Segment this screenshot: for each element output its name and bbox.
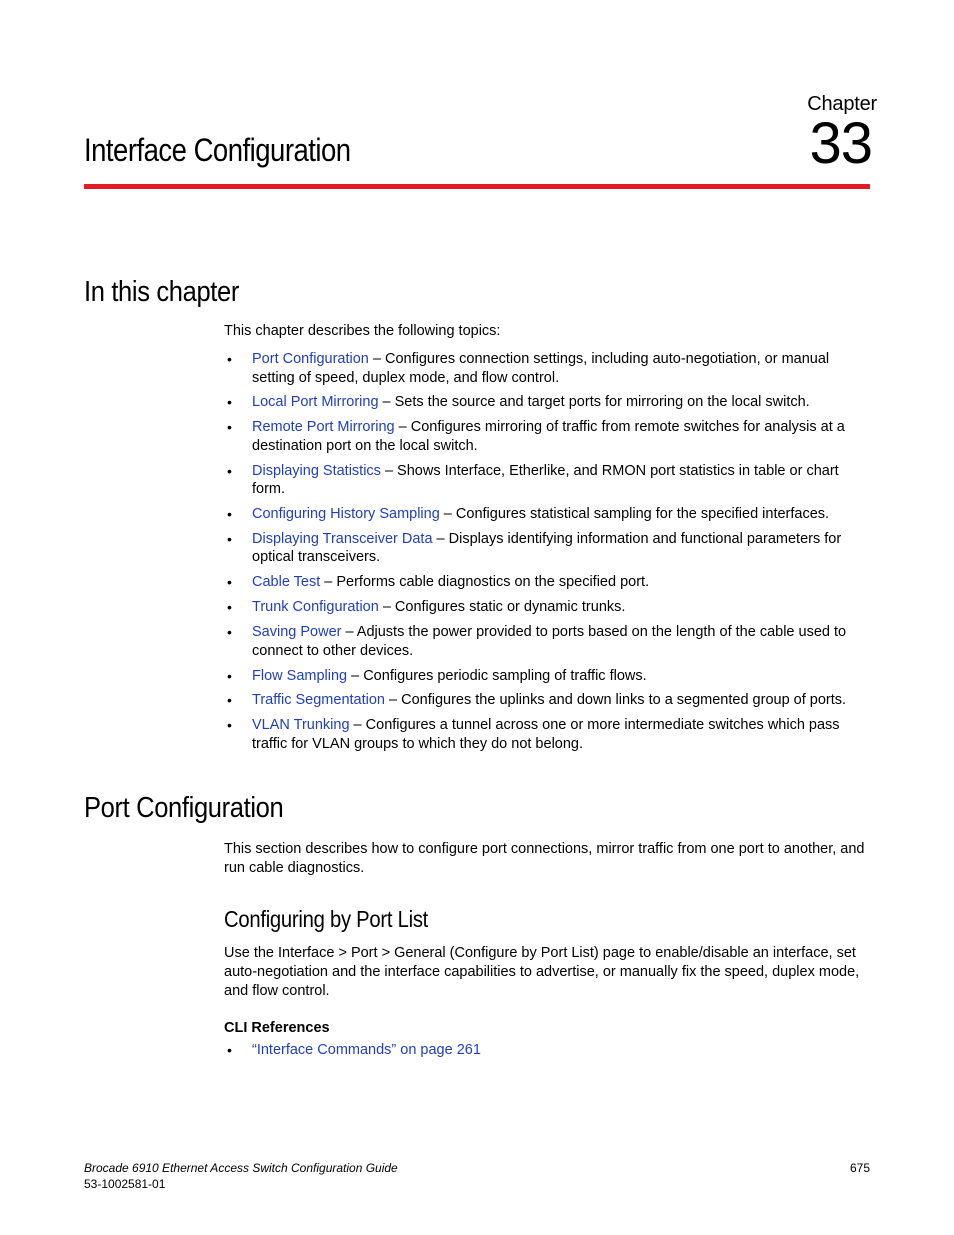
bullet-icon: • [227,574,232,591]
topic-link-traffic-segmentation[interactable]: Traffic Segmentation [252,692,385,709]
bullet-icon: • [227,599,232,616]
topic-link-displaying-transceiver-data[interactable]: Displaying Transceiver Data [252,530,433,547]
topic-link-local-port-mirroring[interactable]: Local Port Mirroring [252,394,379,411]
cli-link-interface-commands[interactable]: “Interface Commands” on page 261 [252,1042,481,1058]
topic-link-port-configuration[interactable]: Port Configuration [252,351,369,367]
footer-guide-title: Brocade 6910 Ethernet Access Switch Configuration Guide [84,1161,398,1175]
topic-description: – Configures mirroring of traffic from remote switches for analysis at a destination port on the local switch. [252,419,845,454]
topic-link-trunk-configuration[interactable]: Trunk Configuration [252,599,379,616]
topic-description: – Shows Interface, Etherlike, and RMON port statistics in table or chart form. [252,462,839,498]
topic-item [224,691,869,710]
topic-link-cable-test[interactable]: Cable Test [252,574,321,591]
topic-description: – Configures the uplinks and down links to a segmented group of ports. [385,692,847,709]
footer-page-number: 675 [849,1161,870,1175]
topic-item [224,598,869,617]
subsection-heading-configuring-by-port-list: Configuring by Port List [224,906,429,932]
topic-link-flow-sampling[interactable]: Flow Sampling [252,667,348,684]
topic-description: – Configures static or dynamic trunks. [378,599,626,616]
bullet-icon: • [227,394,232,411]
topic-link-remote-port-mirroring[interactable]: Remote Port Mirroring [252,419,395,436]
topic-link-configuring-history-sampling[interactable]: Configuring History Sampling [252,506,440,523]
topic-item [224,716,869,753]
cli-reference-list [224,1041,869,1060]
cli-reference-item [224,1041,869,1060]
topic-description: – Configures periodic sampling of traffic flows. [347,667,647,684]
topic-item [224,418,869,455]
bullet-icon: • [227,530,232,547]
section-heading-port-configuration: Port Configuration [84,792,284,824]
in-this-chapter-intro: This chapter describes the following topics: [224,323,501,339]
topic-item [224,530,869,567]
topic-item [224,393,869,412]
bullet-icon: • [227,351,232,367]
topic-link-saving-power[interactable]: Saving Power [252,624,342,641]
configuring-by-port-list-body: Use the Interface > Port > General (Configure by Port List) page to enable/disable an interface, set auto-negotiation and the interface capabilities to advertise, or manually fix the speed, duplex mode, and flow control. [224,945,860,999]
chapter-number: 33 [809,111,872,176]
topic-description: – Configures connection settings, including auto-negotiation, or manual setting of speed, duplex mode, and flow control. [252,351,830,386]
bullet-icon: • [227,717,232,734]
section-heading-in-this-chapter: In this chapter [84,276,240,308]
topic-description: – Displays identifying information and functional parameters for optical transceivers. [252,530,842,566]
topic-item [224,623,869,660]
cli-references-heading: CLI References [224,1020,330,1036]
bullet-icon: • [227,419,232,436]
footer-doc-number: 53-1002581-01 [84,1177,166,1191]
topic-description: – Configures a tunnel across one or more intermediate switches which pass traffic for VLAN groups to which they do not belong. [252,717,840,752]
topic-description: – Configures statistical sampling for the specified interfaces. [439,506,830,523]
topic-item [224,350,869,387]
topic-item [224,505,869,524]
topic-description: – Sets the source and target ports for mirroring on the local switch. [378,394,810,411]
topic-list [224,350,869,760]
topic-item [224,667,869,686]
topic-item [224,573,869,592]
topic-item [224,462,869,499]
port-configuration-intro: This section describes how to configure port connections, mirror traffic from one port to another, and run cable diagnostics. [224,841,865,876]
topic-description: – Performs cable diagnostics on the specified port. [320,574,650,591]
bullet-icon: • [227,506,232,523]
bullet-icon: • [227,667,232,684]
bullet-icon: • [227,624,232,641]
topic-description: – Adjusts the power provided to ports based on the length of the cable used to connect to other devices. [252,624,847,659]
bullet-icon: • [227,1042,232,1058]
chapter-label: Chapter [807,93,877,115]
bullet-icon: • [227,692,232,709]
chapter-rule [84,184,870,189]
topic-link-vlan-trunking[interactable]: VLAN Trunking [252,717,350,734]
topic-link-displaying-statistics[interactable]: Displaying Statistics [252,462,381,479]
bullet-icon: • [227,462,232,479]
chapter-title: Interface Configuration [84,132,351,168]
